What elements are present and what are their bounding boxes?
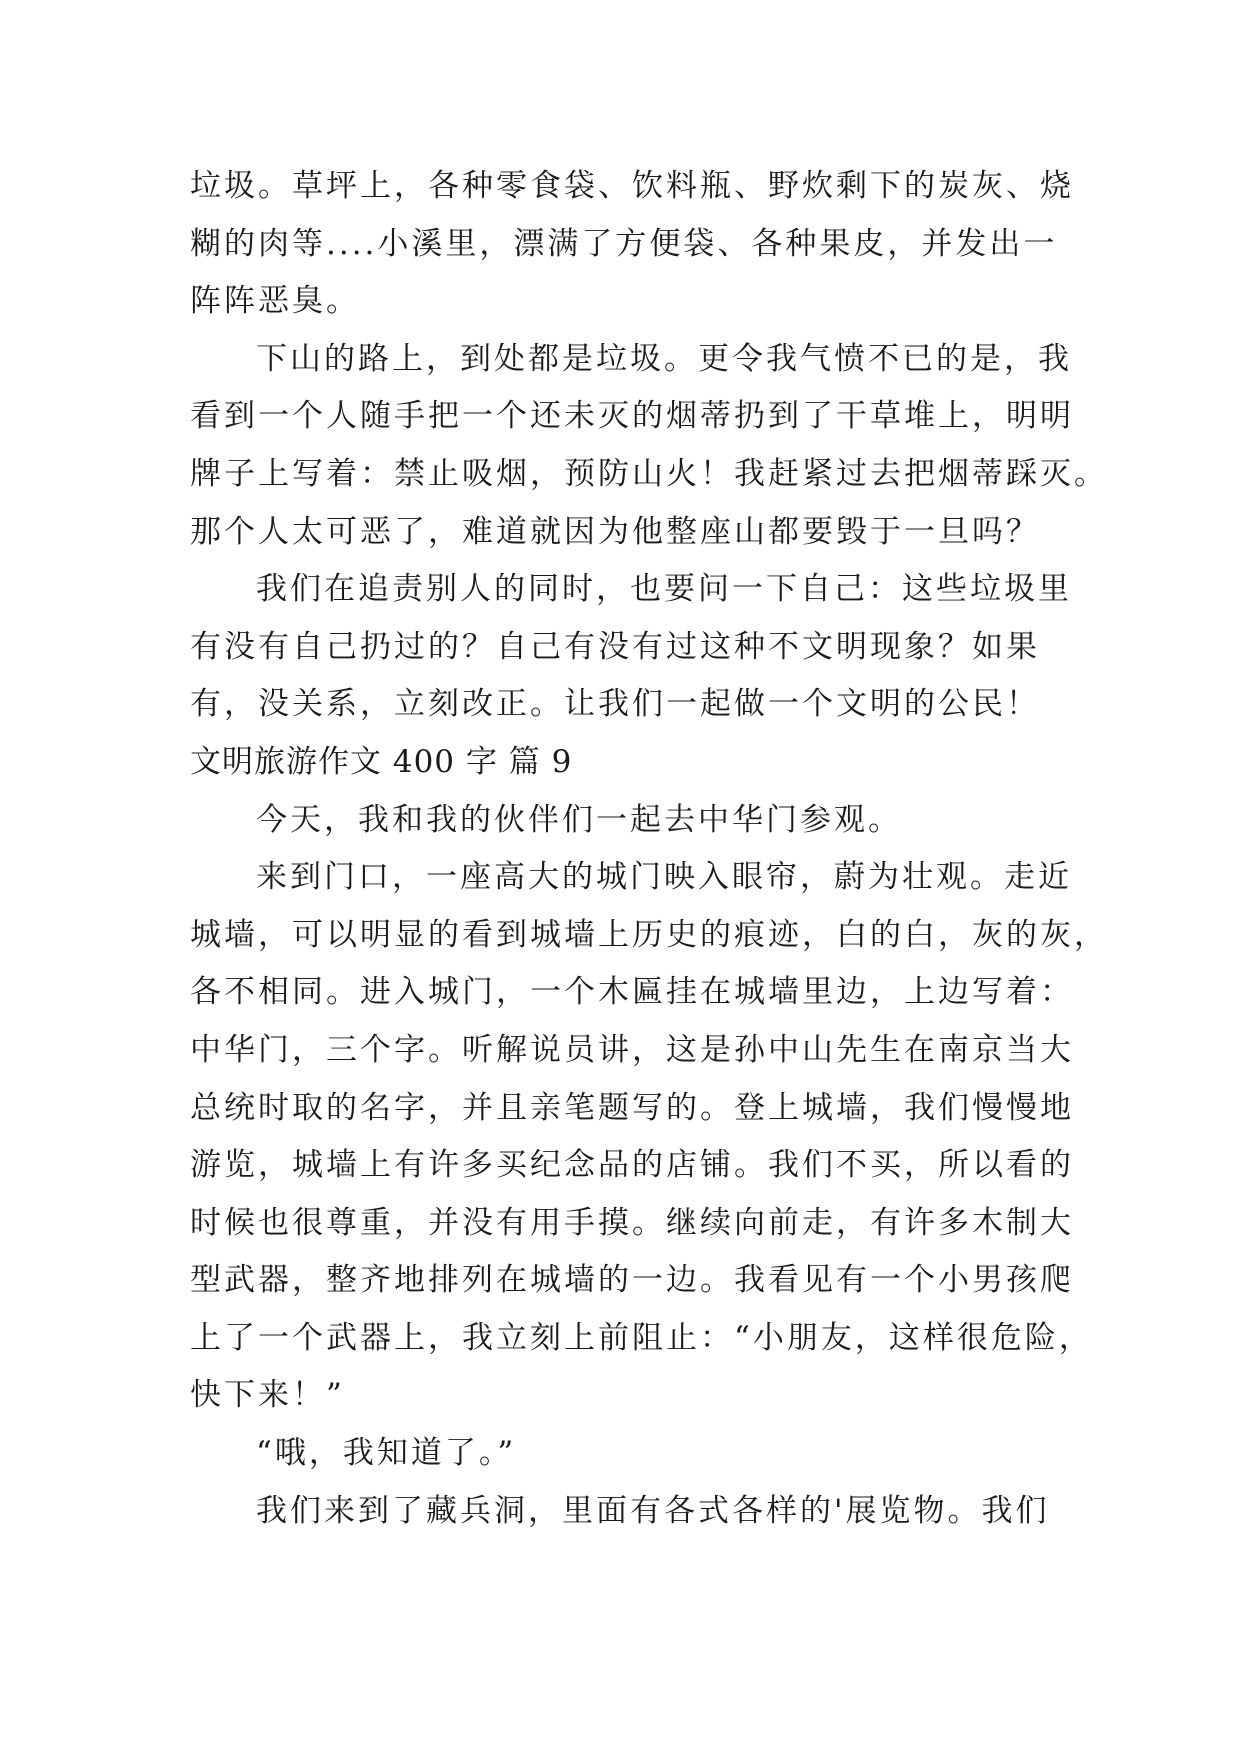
- text-line: 牌子上写着：禁止吸烟，预防山火！我赶紧过去把烟蒂踩灭。: [190, 455, 1108, 492]
- text-line: 垃圾。草坪上，各种零食袋、饮料瓶、野炊剩下的炭灰、烧: [190, 168, 1074, 204]
- text-line: 有没有自己扔过的？自己有没有过这种不文明现象？如果: [190, 628, 1040, 665]
- text-line: 有，没关系，立刻改正。让我们一起做一个文明的公民！: [190, 686, 1040, 723]
- paragraph-start: 下山的路上，到处都是垃圾。更令我气愤不已的是，我: [256, 340, 1072, 377]
- section-heading: 文明旅游作文 400 字 篇 9: [190, 743, 573, 780]
- text-line: 那个人太可恶了，难道就因为他整座山都要毁于一旦吗？: [190, 513, 1040, 550]
- text-line: 时候也很尊重，并没有用手摸。继续向前走，有许多木制大: [190, 1204, 1074, 1241]
- text-line: 中华门，三个字。听解说员讲，这是孙中山先生在南京当大: [190, 1031, 1074, 1068]
- text-line: 总统时取的名字，并且亲笔题写的。登上城墙，我们慢慢地: [190, 1089, 1074, 1126]
- paragraph-start: “哦，我知道了。”: [256, 1435, 517, 1472]
- paragraph-start: 我们在追责别人的同时，也要问一下自己：这些垃圾里: [256, 571, 1072, 608]
- text-line: 快下来！”: [190, 1377, 345, 1414]
- text-line: 阵阵恶臭。: [190, 283, 360, 320]
- paragraph-start: 今天，我和我的伙伴们一起去中华门参观。: [256, 801, 902, 838]
- text-line: 糊的肉等....小溪里，漂满了方便袋、各种果皮，并发出一: [190, 225, 1058, 262]
- text-line: 上了一个武器上，我立刻上前阻止：“小朋友，这样很危险，: [190, 1319, 1093, 1356]
- document-page: [190, 158, 1108, 1540]
- text-line: 型武器，整齐地排列在城墙的一边。我看见有一个小男孩爬: [190, 1262, 1074, 1299]
- text-line: 看到一个人随手把一个还未灭的烟蒂扔到了干草堆上，明明: [190, 398, 1074, 435]
- paragraph-start: 我们来到了藏兵洞，里面有各式各样的'展览物。我们: [256, 1492, 1050, 1529]
- paragraph-start: 来到门口，一座高大的城门映入眼帘，蔚为壮观。走近: [256, 859, 1072, 896]
- text-line: 各不相同。进入城门，一个木匾挂在城墙里边，上边写着：: [190, 974, 1074, 1011]
- text-line: 游览，城墙上有许多买纪念品的店铺。我们不买，所以看的: [190, 1147, 1074, 1184]
- text-line: 城墙，可以明显的看到城墙上历史的痕迹，白的白，灰的灰，: [190, 916, 1108, 953]
